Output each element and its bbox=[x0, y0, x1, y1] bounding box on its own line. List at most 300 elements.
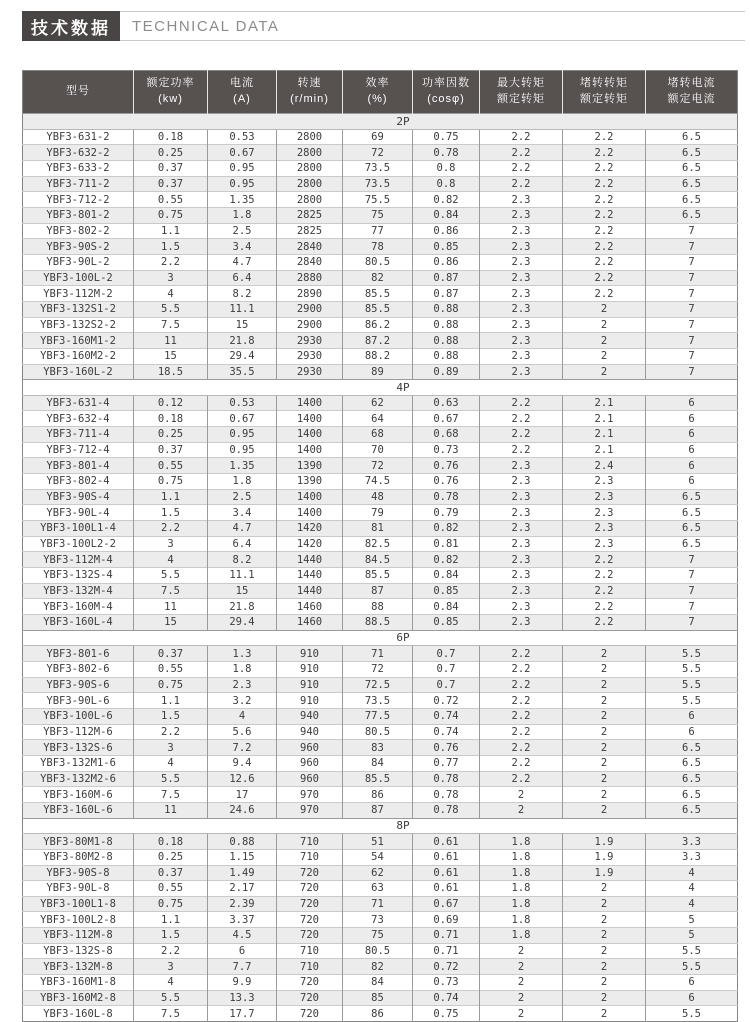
value-cell: 13.3 bbox=[208, 990, 277, 1006]
table-row bbox=[23, 724, 738, 740]
column-header-line2: (r/min) bbox=[290, 93, 329, 105]
value-cell: 2.2 bbox=[480, 411, 563, 427]
value-cell: 0.61 bbox=[413, 849, 480, 865]
value-cell: 9.9 bbox=[208, 975, 277, 991]
value-cell: 4 bbox=[208, 708, 277, 724]
value-cell: 1.5 bbox=[134, 505, 208, 521]
value-cell: 970 bbox=[277, 802, 343, 818]
value-cell: 2.2 bbox=[480, 677, 563, 693]
value-cell: 0.78 bbox=[413, 802, 480, 818]
value-cell: 2 bbox=[480, 1006, 563, 1022]
table-row bbox=[23, 176, 738, 192]
value-cell: 1.9 bbox=[563, 834, 646, 850]
model-cell: YBF3-632-4 bbox=[23, 411, 134, 427]
value-cell: 2 bbox=[563, 975, 646, 991]
model-cell: YBF3-711-4 bbox=[23, 427, 134, 443]
value-cell: 85.5 bbox=[343, 771, 413, 787]
value-cell: 2 bbox=[563, 928, 646, 944]
column-header bbox=[646, 71, 738, 114]
value-cell: 0.81 bbox=[413, 536, 480, 552]
value-cell: 7.5 bbox=[134, 1006, 208, 1022]
value-cell: 74.5 bbox=[343, 474, 413, 490]
value-cell: 1.5 bbox=[134, 708, 208, 724]
value-cell: 11 bbox=[134, 333, 208, 349]
value-cell: 5.5 bbox=[646, 646, 738, 662]
value-cell: 0.7 bbox=[413, 677, 480, 693]
model-cell: YBF3-100L2-2 bbox=[23, 536, 134, 552]
value-cell: 63 bbox=[343, 881, 413, 897]
value-cell: 51 bbox=[343, 834, 413, 850]
value-cell: 5.5 bbox=[646, 677, 738, 693]
table-row bbox=[23, 787, 738, 803]
value-cell: 0.75 bbox=[413, 1006, 480, 1022]
value-cell: 2.3 bbox=[480, 207, 563, 223]
value-cell: 0.71 bbox=[413, 928, 480, 944]
column-header-line1: 型号 bbox=[66, 85, 90, 98]
value-cell: 3 bbox=[134, 740, 208, 756]
value-cell: 0.85 bbox=[413, 615, 480, 631]
value-cell: 70 bbox=[343, 442, 413, 458]
value-cell: 6 bbox=[208, 943, 277, 959]
model-cell: YBF3-90S-2 bbox=[23, 239, 134, 255]
value-cell: 0.7 bbox=[413, 646, 480, 662]
value-cell: 2 bbox=[563, 317, 646, 333]
value-cell: 1.35 bbox=[208, 192, 277, 208]
table-row bbox=[23, 254, 738, 270]
model-cell: YBF3-160L-6 bbox=[23, 802, 134, 818]
model-cell: YBF3-802-4 bbox=[23, 474, 134, 490]
table-row bbox=[23, 708, 738, 724]
value-cell: 2 bbox=[563, 896, 646, 912]
value-cell: 2.2 bbox=[134, 521, 208, 537]
value-cell: 2 bbox=[480, 787, 563, 803]
value-cell: 2.2 bbox=[480, 176, 563, 192]
value-cell: 2.2 bbox=[563, 223, 646, 239]
value-cell: 2.3 bbox=[480, 333, 563, 349]
table-row bbox=[23, 427, 738, 443]
value-cell: 15 bbox=[208, 317, 277, 333]
value-cell: 0.25 bbox=[134, 849, 208, 865]
value-cell: 3.3 bbox=[646, 834, 738, 850]
value-cell: 7.5 bbox=[134, 787, 208, 803]
table-row bbox=[23, 207, 738, 223]
table-row bbox=[23, 223, 738, 239]
value-cell: 5.5 bbox=[646, 959, 738, 975]
title-rule bbox=[120, 11, 745, 41]
value-cell: 4 bbox=[134, 286, 208, 302]
value-cell: 2.3 bbox=[480, 301, 563, 317]
value-cell: 1.15 bbox=[208, 849, 277, 865]
table-row bbox=[23, 959, 738, 975]
value-cell: 2.2 bbox=[480, 442, 563, 458]
model-cell: YBF3-80M2-8 bbox=[23, 849, 134, 865]
value-cell: 2.3 bbox=[480, 489, 563, 505]
value-cell: 6.5 bbox=[646, 755, 738, 771]
value-cell: 910 bbox=[277, 646, 343, 662]
value-cell: 970 bbox=[277, 787, 343, 803]
table-row bbox=[23, 975, 738, 991]
value-cell: 0.78 bbox=[413, 145, 480, 161]
value-cell: 21.8 bbox=[208, 333, 277, 349]
value-cell: 2800 bbox=[277, 129, 343, 145]
model-cell: YBF3-160M1-2 bbox=[23, 333, 134, 349]
value-cell: 5.5 bbox=[134, 990, 208, 1006]
value-cell: 6 bbox=[646, 442, 738, 458]
value-cell: 2 bbox=[563, 724, 646, 740]
value-cell: 2.3 bbox=[480, 239, 563, 255]
value-cell: 7.2 bbox=[208, 740, 277, 756]
value-cell: 6.5 bbox=[646, 536, 738, 552]
value-cell: 6 bbox=[646, 975, 738, 991]
value-cell: 5.5 bbox=[646, 661, 738, 677]
value-cell: 80.5 bbox=[343, 254, 413, 270]
value-cell: 7 bbox=[646, 615, 738, 631]
value-cell: 0.61 bbox=[413, 834, 480, 850]
table-row bbox=[23, 536, 738, 552]
value-cell: 0.8 bbox=[413, 160, 480, 176]
model-cell: YBF3-100L2-8 bbox=[23, 912, 134, 928]
value-cell: 7.5 bbox=[134, 317, 208, 333]
value-cell: 0.82 bbox=[413, 552, 480, 568]
value-cell: 1.8 bbox=[480, 834, 563, 850]
value-cell: 54 bbox=[343, 849, 413, 865]
value-cell: 62 bbox=[343, 865, 413, 881]
table-row bbox=[23, 552, 738, 568]
table-row bbox=[23, 458, 738, 474]
value-cell: 0.55 bbox=[134, 661, 208, 677]
value-cell: 6.5 bbox=[646, 771, 738, 787]
model-cell: YBF3-132M1-6 bbox=[23, 755, 134, 771]
value-cell: 2 bbox=[563, 677, 646, 693]
table-row bbox=[23, 912, 738, 928]
value-cell: 86 bbox=[343, 1006, 413, 1022]
value-cell: 2 bbox=[480, 802, 563, 818]
model-cell: YBF3-801-6 bbox=[23, 646, 134, 662]
value-cell: 0.18 bbox=[134, 411, 208, 427]
value-cell: 0.67 bbox=[413, 896, 480, 912]
table-row bbox=[23, 442, 738, 458]
table-row bbox=[23, 270, 738, 286]
value-cell: 2.3 bbox=[563, 521, 646, 537]
value-cell: 6.5 bbox=[646, 207, 738, 223]
model-cell: YBF3-712-4 bbox=[23, 442, 134, 458]
value-cell: 910 bbox=[277, 693, 343, 709]
column-header bbox=[480, 71, 563, 114]
value-cell: 82 bbox=[343, 270, 413, 286]
value-cell: 0.86 bbox=[413, 223, 480, 239]
value-cell: 1.8 bbox=[208, 207, 277, 223]
value-cell: 0.95 bbox=[208, 427, 277, 443]
value-cell: 15 bbox=[134, 615, 208, 631]
value-cell: 2 bbox=[563, 708, 646, 724]
model-cell: YBF3-633-2 bbox=[23, 160, 134, 176]
model-cell: YBF3-801-4 bbox=[23, 458, 134, 474]
value-cell: 2.1 bbox=[563, 411, 646, 427]
value-cell: 5.5 bbox=[134, 568, 208, 584]
value-cell: 0.7 bbox=[413, 661, 480, 677]
section-row bbox=[23, 114, 738, 130]
value-cell: 0.25 bbox=[134, 427, 208, 443]
model-cell: YBF3-90L-6 bbox=[23, 693, 134, 709]
model-cell: YBF3-90L-4 bbox=[23, 505, 134, 521]
model-cell: YBF3-160L-2 bbox=[23, 364, 134, 380]
section-label: 2P bbox=[23, 114, 738, 130]
value-cell: 2.3 bbox=[480, 474, 563, 490]
value-cell: 960 bbox=[277, 740, 343, 756]
value-cell: 71 bbox=[343, 896, 413, 912]
value-cell: 3.37 bbox=[208, 912, 277, 928]
value-cell: 4.5 bbox=[208, 928, 277, 944]
column-header-line1: 功率因数 bbox=[422, 77, 470, 90]
value-cell: 6.4 bbox=[208, 536, 277, 552]
value-cell: 24.6 bbox=[208, 802, 277, 818]
column-header-line1: 堵转电流 bbox=[667, 77, 716, 90]
table-row bbox=[23, 1006, 738, 1022]
value-cell: 0.88 bbox=[413, 317, 480, 333]
model-cell: YBF3-80M1-8 bbox=[23, 834, 134, 850]
value-cell: 0.37 bbox=[134, 646, 208, 662]
value-cell: 2.2 bbox=[563, 145, 646, 161]
section-label: 8P bbox=[23, 818, 738, 834]
value-cell: 0.77 bbox=[413, 755, 480, 771]
value-cell: 82.5 bbox=[343, 536, 413, 552]
table-body bbox=[23, 114, 738, 1022]
value-cell: 73 bbox=[343, 912, 413, 928]
value-cell: 5.5 bbox=[646, 693, 738, 709]
value-cell: 7 bbox=[646, 286, 738, 302]
value-cell: 0.73 bbox=[413, 975, 480, 991]
model-cell: YBF3-112M-2 bbox=[23, 286, 134, 302]
table-row bbox=[23, 740, 738, 756]
value-cell: 1.9 bbox=[563, 849, 646, 865]
value-cell: 87 bbox=[343, 802, 413, 818]
table-row bbox=[23, 395, 738, 411]
value-cell: 2.5 bbox=[208, 489, 277, 505]
column-header bbox=[23, 71, 134, 114]
table-row bbox=[23, 849, 738, 865]
value-cell: 72.5 bbox=[343, 677, 413, 693]
value-cell: 5.5 bbox=[646, 1006, 738, 1022]
value-cell: 85.5 bbox=[343, 568, 413, 584]
value-cell: 0.86 bbox=[413, 254, 480, 270]
column-header bbox=[277, 71, 343, 114]
value-cell: 78 bbox=[343, 239, 413, 255]
table-row bbox=[23, 646, 738, 662]
value-cell: 84 bbox=[343, 975, 413, 991]
value-cell: 2930 bbox=[277, 348, 343, 364]
value-cell: 2.3 bbox=[480, 583, 563, 599]
value-cell: 1400 bbox=[277, 411, 343, 427]
model-cell: YBF3-160L-4 bbox=[23, 615, 134, 631]
value-cell: 0.53 bbox=[208, 395, 277, 411]
table-row bbox=[23, 896, 738, 912]
value-cell: 2.2 bbox=[563, 207, 646, 223]
column-header-line1: 电流 bbox=[230, 77, 254, 90]
value-cell: 7.5 bbox=[134, 583, 208, 599]
value-cell: 6.4 bbox=[208, 270, 277, 286]
value-cell: 87.2 bbox=[343, 333, 413, 349]
value-cell: 79 bbox=[343, 505, 413, 521]
value-cell: 8.2 bbox=[208, 552, 277, 568]
value-cell: 0.95 bbox=[208, 160, 277, 176]
value-cell: 2 bbox=[480, 943, 563, 959]
value-cell: 0.79 bbox=[413, 505, 480, 521]
value-cell: 2 bbox=[563, 301, 646, 317]
column-header-line2: 额定转矩 bbox=[497, 93, 545, 105]
value-cell: 2 bbox=[563, 990, 646, 1006]
value-cell: 2.3 bbox=[480, 552, 563, 568]
value-cell: 2 bbox=[563, 740, 646, 756]
value-cell: 2.3 bbox=[480, 223, 563, 239]
value-cell: 0.55 bbox=[134, 192, 208, 208]
value-cell: 88.2 bbox=[343, 348, 413, 364]
value-cell: 6 bbox=[646, 474, 738, 490]
value-cell: 0.76 bbox=[413, 458, 480, 474]
value-cell: 1.8 bbox=[480, 849, 563, 865]
table-row bbox=[23, 333, 738, 349]
value-cell: 0.53 bbox=[208, 129, 277, 145]
model-cell: YBF3-160L-8 bbox=[23, 1006, 134, 1022]
value-cell: 2800 bbox=[277, 160, 343, 176]
value-cell: 7 bbox=[646, 364, 738, 380]
value-cell: 69 bbox=[343, 129, 413, 145]
value-cell: 1440 bbox=[277, 568, 343, 584]
value-cell: 2.2 bbox=[480, 129, 563, 145]
value-cell: 0.84 bbox=[413, 207, 480, 223]
value-cell: 2.3 bbox=[208, 677, 277, 693]
value-cell: 3 bbox=[134, 270, 208, 286]
value-cell: 1400 bbox=[277, 395, 343, 411]
value-cell: 2840 bbox=[277, 254, 343, 270]
value-cell: 1440 bbox=[277, 552, 343, 568]
table-row bbox=[23, 583, 738, 599]
value-cell: 1.8 bbox=[480, 928, 563, 944]
value-cell: 11 bbox=[134, 599, 208, 615]
value-cell: 85.5 bbox=[343, 286, 413, 302]
value-cell: 0.25 bbox=[134, 145, 208, 161]
value-cell: 6.5 bbox=[646, 145, 738, 161]
value-cell: 0.37 bbox=[134, 176, 208, 192]
value-cell: 5.5 bbox=[134, 771, 208, 787]
model-cell: YBF3-632-2 bbox=[23, 145, 134, 161]
value-cell: 2.2 bbox=[480, 145, 563, 161]
column-header-line1: 额定功率 bbox=[146, 77, 195, 90]
value-cell: 1.9 bbox=[563, 865, 646, 881]
value-cell: 0.84 bbox=[413, 568, 480, 584]
value-cell: 2.2 bbox=[134, 254, 208, 270]
value-cell: 85 bbox=[343, 990, 413, 1006]
model-cell: YBF3-711-2 bbox=[23, 176, 134, 192]
value-cell: 4.7 bbox=[208, 521, 277, 537]
model-cell: YBF3-160M1-8 bbox=[23, 975, 134, 991]
column-header-line1: 堵转转矩 bbox=[580, 77, 628, 90]
table-row bbox=[23, 802, 738, 818]
value-cell: 85.5 bbox=[343, 301, 413, 317]
page-subtitle: TECHNICAL DATA bbox=[132, 17, 280, 35]
value-cell: 6 bbox=[646, 411, 738, 427]
value-cell: 2.3 bbox=[563, 474, 646, 490]
column-header-line1: 转速 bbox=[297, 77, 322, 90]
value-cell: 2800 bbox=[277, 192, 343, 208]
value-cell: 1.5 bbox=[134, 239, 208, 255]
value-cell: 62 bbox=[343, 395, 413, 411]
value-cell: 4 bbox=[134, 755, 208, 771]
value-cell: 960 bbox=[277, 771, 343, 787]
value-cell: 29.4 bbox=[208, 348, 277, 364]
value-cell: 1400 bbox=[277, 427, 343, 443]
value-cell: 2.2 bbox=[480, 693, 563, 709]
value-cell: 7 bbox=[646, 301, 738, 317]
value-cell: 2890 bbox=[277, 286, 343, 302]
value-cell: 77.5 bbox=[343, 708, 413, 724]
model-cell: YBF3-160M-4 bbox=[23, 599, 134, 615]
value-cell: 2 bbox=[563, 1006, 646, 1022]
value-cell: 6.5 bbox=[646, 489, 738, 505]
table-row bbox=[23, 489, 738, 505]
value-cell: 0.74 bbox=[413, 724, 480, 740]
table-row bbox=[23, 834, 738, 850]
value-cell: 710 bbox=[277, 849, 343, 865]
section-row bbox=[23, 380, 738, 396]
value-cell: 80.5 bbox=[343, 943, 413, 959]
value-cell: 4 bbox=[646, 881, 738, 897]
value-cell: 0.71 bbox=[413, 943, 480, 959]
value-cell: 2 bbox=[480, 959, 563, 975]
value-cell: 2.3 bbox=[480, 286, 563, 302]
value-cell: 1390 bbox=[277, 474, 343, 490]
value-cell: 2 bbox=[563, 333, 646, 349]
value-cell: 0.85 bbox=[413, 583, 480, 599]
value-cell: 7.7 bbox=[208, 959, 277, 975]
value-cell: 88 bbox=[343, 599, 413, 615]
value-cell: 6.5 bbox=[646, 740, 738, 756]
value-cell: 1.1 bbox=[134, 693, 208, 709]
value-cell: 1.8 bbox=[480, 881, 563, 897]
model-cell: YBF3-100L1-4 bbox=[23, 521, 134, 537]
value-cell: 0.18 bbox=[134, 834, 208, 850]
value-cell: 1.8 bbox=[480, 896, 563, 912]
model-cell: YBF3-100L1-8 bbox=[23, 896, 134, 912]
column-header-line1: 效率 bbox=[365, 77, 390, 90]
model-cell: YBF3-801-2 bbox=[23, 207, 134, 223]
value-cell: 2.2 bbox=[563, 599, 646, 615]
value-cell: 6.5 bbox=[646, 787, 738, 803]
value-cell: 0.67 bbox=[413, 411, 480, 427]
value-cell: 720 bbox=[277, 1006, 343, 1022]
value-cell: 0.76 bbox=[413, 474, 480, 490]
column-header-line2: 额定电流 bbox=[667, 93, 716, 105]
value-cell: 2825 bbox=[277, 207, 343, 223]
value-cell: 2.3 bbox=[480, 536, 563, 552]
column-header-line2: 额定转矩 bbox=[580, 93, 628, 105]
value-cell: 2.4 bbox=[563, 458, 646, 474]
value-cell: 0.72 bbox=[413, 959, 480, 975]
value-cell: 83 bbox=[343, 740, 413, 756]
value-cell: 2.1 bbox=[563, 395, 646, 411]
model-cell: YBF3-90L-8 bbox=[23, 881, 134, 897]
value-cell: 2.3 bbox=[563, 489, 646, 505]
model-cell: YBF3-132M-8 bbox=[23, 959, 134, 975]
model-cell: YBF3-712-2 bbox=[23, 192, 134, 208]
table-row bbox=[23, 771, 738, 787]
value-cell: 1.8 bbox=[208, 661, 277, 677]
value-cell: 7 bbox=[646, 599, 738, 615]
table-row bbox=[23, 615, 738, 631]
value-cell: 0.89 bbox=[413, 364, 480, 380]
value-cell: 5.6 bbox=[208, 724, 277, 740]
model-cell: YBF3-132M2-6 bbox=[23, 771, 134, 787]
value-cell: 2 bbox=[563, 881, 646, 897]
